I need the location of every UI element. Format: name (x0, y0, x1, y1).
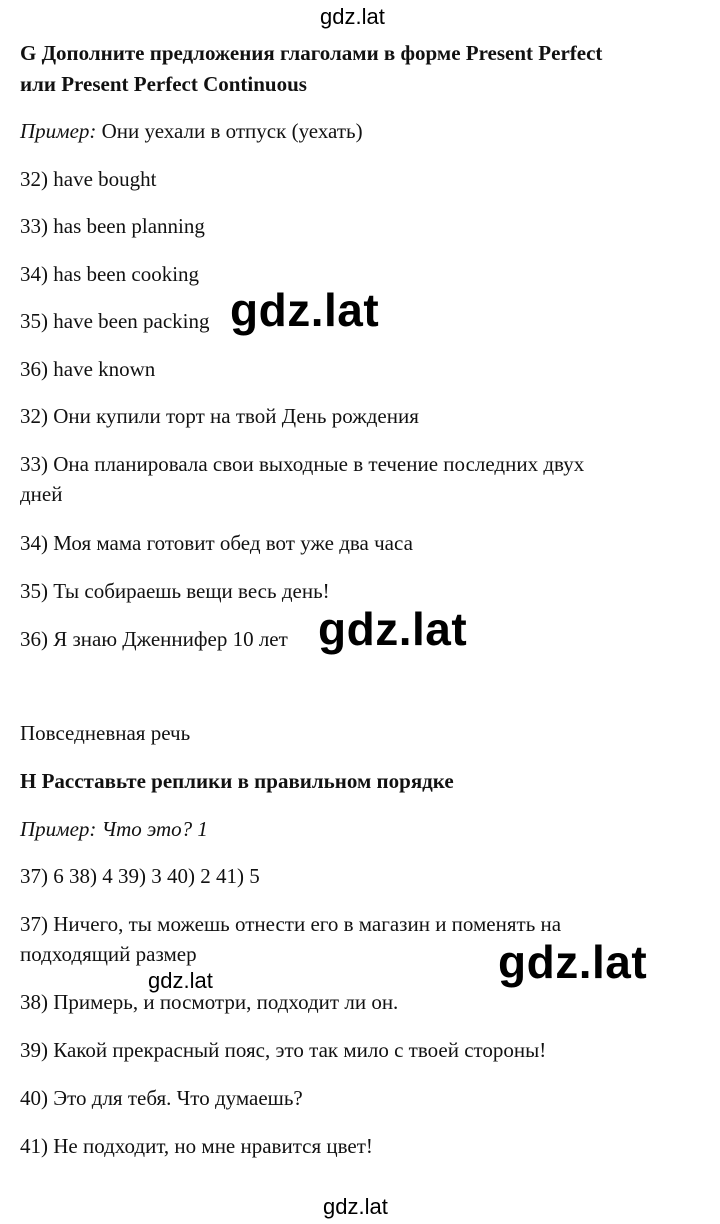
answer-36: 36) have known (20, 357, 156, 381)
watermark-mid1: gdz.lat (230, 284, 380, 336)
watermark-right: gdz.lat (498, 936, 648, 988)
translation-35: 35) Ты собираешь вещи весь день! (20, 579, 330, 603)
dialogue-line-39: 39) Какой прекрасный пояс, это так мило с твоей стороны! (20, 1038, 547, 1062)
section-h-title: H Расставьте реплики в правильном порядке (20, 769, 454, 793)
watermark-top: gdz.lat (320, 4, 385, 29)
section-g-example (20, 116, 363, 146)
example-label: Пример: (20, 119, 97, 143)
watermark-small-mid: gdz.lat (148, 968, 213, 993)
section-g-title-line1: G Дополните предложения глаголами в форме Present Perfect (20, 41, 603, 65)
dialogue-line-41: 41) Не подходит, но мне нравится цвет! (20, 1134, 373, 1158)
translation-34: 34) Моя мама готовит обед вот уже два часа (20, 531, 413, 555)
watermark-mid2: gdz.lat (318, 603, 468, 655)
dialogue-line-37: 37) Ничего, ты можешь отнести его в магазин и поменять на (20, 912, 562, 936)
watermark-bottom: gdz.lat (323, 1194, 388, 1219)
section-h-answer-key: 37) 6 38) 4 39) 3 40) 2 41) 5 (20, 864, 260, 888)
translation-36: 36) Я знаю Дженнифер 10 лет (20, 627, 288, 651)
section-h-intro: Повседневная речь (20, 721, 191, 745)
dialogue-line-38: 38) Примерь, и посмотри, подходит ли он. (20, 990, 399, 1014)
translation-33-cont: дней (20, 482, 63, 506)
answer-35: 35) have been packing (20, 309, 210, 333)
translation-32: 32) Они купили торт на твой День рождения (20, 404, 419, 428)
answer-32: 32) have bought (20, 167, 157, 191)
example-text: Они уехали в отпуск (уехать) (96, 119, 363, 143)
section-h-example: Пример: Что это? 1 (20, 817, 208, 841)
answer-34: 34) has been cooking (20, 262, 200, 286)
dialogue-line-37-cont: подходящий размер (20, 942, 197, 966)
dialogue-line-40: 40) Это для тебя. Что думаешь? (20, 1086, 303, 1110)
section-g-title-line2: или Present Perfect Continuous (20, 72, 307, 96)
translation-33: 33) Она планировала свои выходные в течение последних двух (20, 452, 585, 476)
answer-33: 33) has been planning (20, 214, 205, 238)
